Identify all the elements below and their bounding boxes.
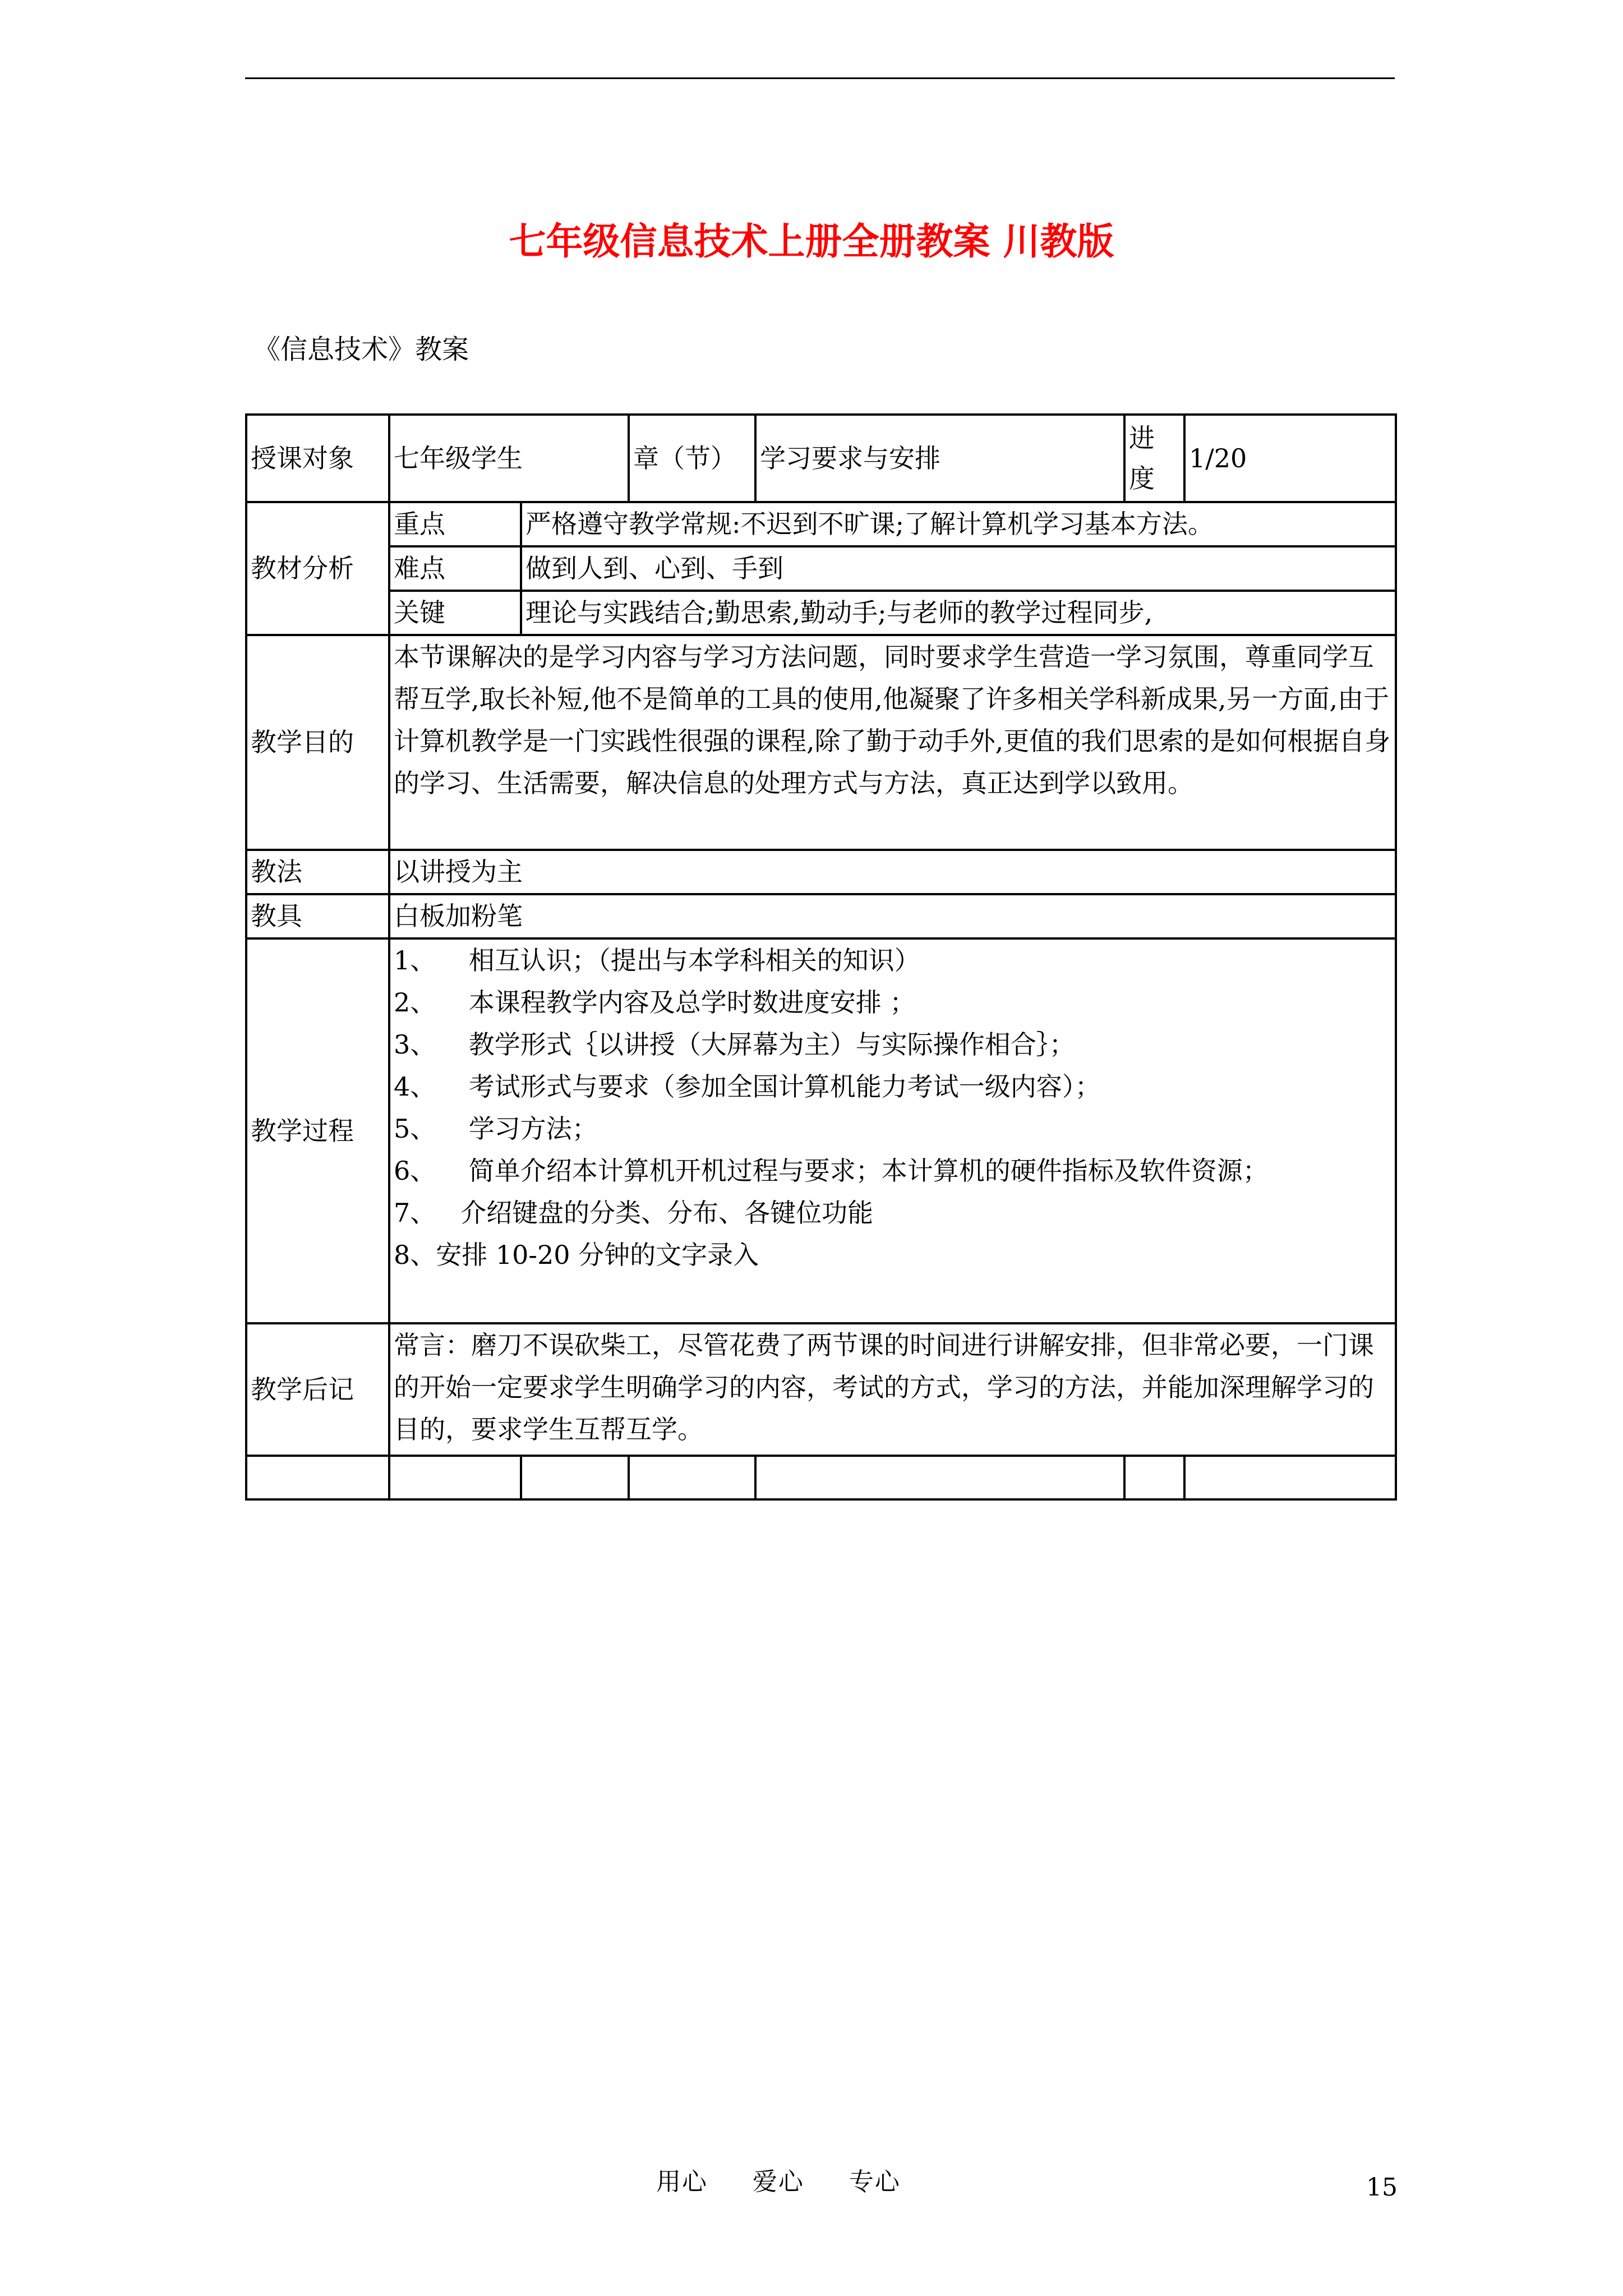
- chapter-value: 学习要求与安排: [755, 415, 1124, 502]
- chapter-label: 章（节）: [629, 415, 755, 502]
- row-basic-info: [246, 415, 1396, 502]
- empty-cell: [521, 1456, 629, 1499]
- empty-cell: [1184, 1456, 1396, 1499]
- empty-cell: [389, 1456, 521, 1499]
- progress-value: 1/20: [1184, 415, 1396, 502]
- crux-label: 关键: [389, 591, 521, 635]
- row-method: [246, 850, 1396, 894]
- progress-label: [1124, 415, 1184, 502]
- row-empty: [246, 1456, 1396, 1499]
- lesson-plan-table: [245, 413, 1397, 1501]
- process-item: 8、安排 10-20 分钟的文字录入: [394, 1240, 759, 1270]
- row-objective: [246, 635, 1396, 850]
- difficulty-value: 做到人到、心到、手到: [521, 546, 1396, 591]
- crux-value: 理论与实践结合;勤思索,勤动手;与老师的教学过程同步,: [521, 591, 1396, 635]
- tools-value: 白板加粉笔: [389, 894, 1396, 938]
- progress-label-line1: 进: [1129, 423, 1155, 453]
- row-difficulty: [246, 546, 1396, 591]
- row-tools: [246, 894, 1396, 938]
- process-item: 6、 简单介绍本计算机开机过程与要求；本计算机的硬件指标及软件资源；: [394, 1156, 1269, 1186]
- row-process: [246, 938, 1396, 1323]
- row-crux: [246, 591, 1396, 635]
- empty-cell: [629, 1456, 755, 1499]
- document-title: 七年级信息技术上册全册教案 川教版: [509, 219, 1114, 263]
- method-value: 以讲授为主: [389, 850, 1396, 894]
- method-label: 教法: [246, 850, 389, 894]
- page-number: 15: [1366, 2173, 1398, 2202]
- process-item: 5、 学习方法；: [394, 1114, 598, 1144]
- process-list: [389, 938, 1396, 1323]
- difficulty-label: 难点: [389, 546, 521, 591]
- process-item: 2、 本课程教学内容及总学时数进度安排 ；: [394, 987, 916, 1018]
- empty-cell: [755, 1456, 1124, 1499]
- target-value: 七年级学生: [389, 415, 629, 502]
- header-rule: [245, 77, 1395, 79]
- process-item: 3、 教学形式｛以讲授（大屏幕为主）与实际操作相合｝；: [394, 1029, 1075, 1060]
- postscript-text: 常言：磨刀不误砍柴工，尽管花费了两节课的时间进行讲解安排，但非常必要，一门课的开始一定要求学生明确学习的内容，考试的方式，学习的方法，并能加深理解学习的目的，要求学生互帮互学。: [389, 1323, 1396, 1456]
- process-item: 1、 相互认识；（提出与本学科相关的知识）: [394, 945, 920, 976]
- target-label: 授课对象: [246, 415, 389, 502]
- document-subtitle: 《信息技术》教案: [253, 334, 469, 365]
- process-item: 4、 考试形式与要求（参加全国计算机能力考试一级内容）；: [394, 1071, 1101, 1102]
- empty-cell: [1124, 1456, 1184, 1499]
- process-item: 7、 介绍键盘的分类、分布、各键位功能: [394, 1198, 874, 1228]
- empty-cell: [246, 1456, 389, 1499]
- row-postscript: [246, 1323, 1396, 1456]
- analysis-label: 教材分析: [246, 502, 389, 635]
- key-point-value: 严格遵守教学常规:不迟到不旷课;了解计算机学习基本方法。: [521, 502, 1396, 546]
- row-key-point: [246, 502, 1396, 546]
- objective-text: 本节课解决的是学习内容与学习方法问题，同时要求学生营造一学习氛围，尊重同学互帮互学,取长补短,他不是简单的工具的使用,他凝聚了许多相关学科新成果,另一方面,由于计算机教学是一门实践性很强的课程,除了勤于动手外,更值的我们思索的是如何根据自身的学习、生活需要，解决信息的处理方式与方法，真正达到学以致用。: [389, 635, 1396, 850]
- progress-label-line2: 度: [1129, 463, 1155, 494]
- process-label: 教学过程: [246, 938, 389, 1323]
- key-point-label: 重点: [389, 502, 521, 546]
- postscript-label: 教学后记: [246, 1323, 389, 1456]
- objective-label: 教学目的: [246, 635, 389, 850]
- footer-motto: 用心 爱心 专心: [656, 2168, 901, 2196]
- tools-label: 教具: [246, 894, 389, 938]
